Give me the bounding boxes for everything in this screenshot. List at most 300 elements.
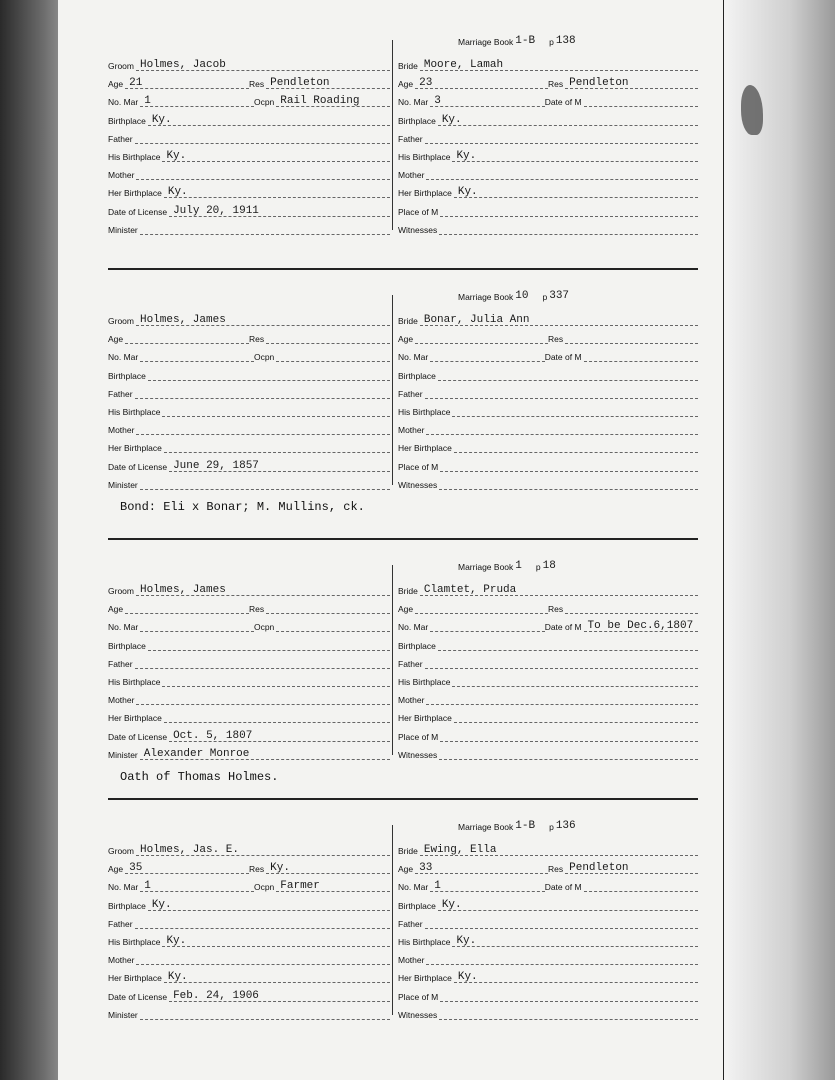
field-row	[398, 472, 698, 490]
field-line	[425, 919, 698, 929]
field-row	[108, 344, 390, 362]
field-row	[398, 596, 698, 614]
field-row	[398, 947, 698, 965]
field-line	[438, 641, 698, 651]
field-line	[439, 1010, 698, 1020]
field-line	[454, 713, 698, 723]
record-page	[58, 0, 724, 1080]
field-line	[148, 641, 390, 651]
field-label: No. Mar	[108, 882, 139, 893]
field-row	[398, 108, 698, 126]
field-row	[108, 108, 390, 126]
field-line	[420, 846, 698, 856]
field-label: Her Birthplace	[398, 188, 452, 199]
field-line	[169, 989, 390, 1002]
field-row	[108, 965, 390, 983]
field-row	[108, 417, 390, 435]
field-row	[108, 363, 390, 381]
field-line	[136, 61, 390, 71]
field-line	[438, 113, 698, 126]
marriage-book-ref	[458, 292, 569, 304]
field-line	[439, 750, 698, 760]
groom-value: Holmes, Jacob	[139, 59, 226, 71]
field-row	[108, 399, 390, 417]
field-line	[438, 371, 698, 381]
field-label: Minister	[108, 749, 138, 760]
bride-his-birthplace-value: Ky.	[456, 150, 477, 162]
scan-right-margin	[723, 0, 835, 1080]
field-label: Minister	[108, 1009, 138, 1020]
field-row	[398, 614, 698, 632]
field-row	[398, 669, 698, 687]
field-row	[398, 217, 698, 235]
field-row	[398, 399, 698, 417]
field-row	[398, 144, 698, 162]
field-line	[162, 152, 390, 162]
field-row	[398, 633, 698, 651]
field-label: Groom	[108, 846, 134, 856]
field-label: Age	[398, 604, 414, 615]
card-divider	[108, 268, 698, 270]
field-line	[440, 207, 698, 217]
column-divider	[392, 565, 393, 755]
column-divider	[392, 825, 393, 1015]
field-line	[439, 480, 698, 490]
field-label: Bride	[398, 316, 418, 326]
field-line	[415, 79, 548, 89]
field-row	[108, 838, 390, 856]
field-row	[108, 633, 390, 651]
field-line	[140, 97, 254, 107]
field-line	[169, 459, 390, 472]
book-number: 1	[515, 560, 522, 572]
field-line	[266, 864, 390, 874]
field-label: Ocpn	[253, 622, 275, 633]
field-line	[565, 604, 698, 614]
page-label: p	[542, 292, 548, 302]
field-label: His Birthplace	[398, 407, 451, 417]
marriage-book-ref	[458, 37, 576, 49]
field-label: No. Mar	[108, 622, 139, 633]
field-line	[136, 846, 390, 856]
field-row	[398, 705, 698, 723]
field-line	[266, 604, 390, 614]
field-label: Her Birthplace	[108, 713, 162, 724]
field-label: Place of M	[398, 731, 439, 742]
bride-her-birthplace-value: Ky.	[457, 971, 478, 984]
field-line	[430, 882, 544, 892]
field-row	[108, 984, 390, 1002]
field-line	[584, 882, 698, 892]
field-line	[125, 334, 249, 344]
field-label: Her Birthplace	[108, 188, 162, 199]
field-label: Her Birthplace	[398, 973, 452, 984]
field-row	[398, 53, 698, 71]
field-label: Father	[108, 918, 133, 929]
field-label: Father	[398, 658, 423, 669]
marriage-book-ref	[458, 822, 576, 834]
field-label: Date of M	[544, 97, 582, 108]
field-line	[276, 97, 390, 107]
field-line	[162, 677, 390, 687]
field-row	[108, 669, 390, 687]
field-line	[276, 622, 390, 632]
field-line	[162, 407, 390, 417]
field-line	[565, 334, 698, 344]
date-of-license-value: July 20, 1911	[173, 204, 259, 217]
bride-value: Ewing, Ella	[423, 844, 497, 856]
field-label: Witnesses	[398, 479, 438, 490]
field-label: Ocpn	[253, 352, 275, 363]
field-line	[415, 334, 548, 344]
field-label: Age	[398, 334, 414, 345]
field-label: Res	[249, 334, 265, 345]
field-row	[398, 893, 698, 911]
field-label: Date of M	[544, 352, 582, 363]
her-birthplace-value: Ky.	[167, 971, 188, 984]
field-label: Bride	[398, 61, 418, 71]
field-label: Birthplace	[108, 115, 146, 126]
field-label: Groom	[108, 61, 134, 71]
field-row	[108, 217, 390, 235]
field-line	[452, 937, 698, 947]
field-row	[108, 578, 390, 596]
field-line	[135, 659, 390, 669]
field-row	[398, 578, 698, 596]
field-line	[140, 225, 390, 235]
bride-his-birthplace-value: Ky.	[456, 935, 477, 947]
field-label: Mother	[398, 425, 425, 436]
field-line	[440, 992, 698, 1002]
field-label: Res	[548, 604, 564, 615]
field-row	[398, 984, 698, 1002]
field-row	[398, 651, 698, 669]
field-line	[136, 586, 390, 596]
field-label: Minister	[108, 479, 138, 490]
field-label: No. Mar	[108, 352, 139, 363]
field-label: Father	[398, 918, 423, 929]
field-line	[565, 79, 698, 89]
field-label: His Birthplace	[108, 677, 161, 687]
field-line	[440, 462, 698, 472]
field-label: Birthplace	[398, 640, 436, 651]
res-value: Pendleton	[270, 77, 330, 90]
field-line	[140, 1010, 390, 1020]
field-line	[430, 352, 544, 362]
field-label: Father	[398, 133, 423, 144]
marriage-book-label: Marriage Book	[458, 292, 514, 302]
field-line	[420, 61, 698, 71]
field-line	[426, 425, 698, 435]
page-label: p	[535, 562, 541, 572]
field-row	[108, 435, 390, 453]
field-label: Mother	[108, 425, 135, 436]
field-label: Father	[108, 388, 133, 399]
field-label: Birthplace	[398, 370, 436, 381]
field-label: Witnesses	[398, 749, 438, 760]
field-row	[398, 126, 698, 144]
field-line	[140, 480, 390, 490]
field-line	[164, 713, 390, 723]
field-row	[108, 911, 390, 929]
field-line	[135, 389, 390, 399]
field-row	[398, 929, 698, 947]
field-row	[398, 687, 698, 705]
field-label: Ocpn	[253, 97, 275, 108]
minister-value: Alexander Monroe	[143, 747, 250, 760]
field-row	[398, 742, 698, 760]
date-of-license-value: June 29, 1857	[173, 459, 259, 472]
field-line	[415, 864, 548, 874]
field-line	[454, 973, 698, 983]
bride-no-mar-value: 3	[434, 95, 441, 108]
page-label: p	[549, 37, 554, 47]
field-label: Date of License	[108, 731, 168, 742]
field-row	[108, 742, 390, 760]
date-of-license-value: Feb. 24, 1906	[173, 989, 259, 1002]
field-label: Date of License	[108, 991, 168, 1002]
bride-value: Clamtet, Pruda	[423, 584, 517, 596]
field-label: Her Birthplace	[108, 973, 162, 984]
field-label: Mother	[398, 955, 425, 966]
field-line	[140, 622, 254, 632]
field-line	[276, 882, 390, 892]
field-label: Witnesses	[398, 224, 438, 235]
field-row	[398, 344, 698, 362]
field-row	[398, 326, 698, 344]
record-note: Bond: Eli x Bonar; M. Mullins, ck.	[120, 500, 365, 514]
field-row	[398, 71, 698, 89]
field-row	[108, 705, 390, 723]
field-row	[108, 874, 390, 892]
field-label: Age	[108, 79, 124, 90]
field-label: Groom	[108, 586, 134, 596]
field-label: Date of License	[108, 461, 168, 472]
field-label: Ocpn	[253, 882, 275, 893]
no-mar-value: 1	[144, 95, 151, 108]
field-row	[108, 89, 390, 107]
bride-res-value: Pendleton	[569, 77, 629, 90]
field-label: Her Birthplace	[108, 443, 162, 454]
field-row	[108, 856, 390, 874]
field-label: Mother	[398, 695, 425, 706]
book-number: 10	[515, 290, 529, 302]
field-label: Place of M	[398, 991, 439, 1002]
field-label: His Birthplace	[398, 937, 451, 947]
date-of-m-value: To be Dec.6,1807	[587, 620, 694, 633]
marriage-book-label: Marriage Book	[458, 822, 514, 832]
field-label: His Birthplace	[398, 677, 451, 687]
field-row	[398, 724, 698, 742]
field-row	[398, 199, 698, 217]
field-label: His Birthplace	[108, 152, 161, 162]
bride-birthplace-value: Ky.	[441, 113, 462, 126]
her-birthplace-value: Ky.	[167, 186, 188, 199]
field-line	[266, 79, 390, 89]
field-line	[136, 955, 390, 965]
field-label: Age	[108, 334, 124, 345]
book-number: 1-B	[515, 820, 536, 832]
bride-no-mar-value: 1	[434, 880, 441, 893]
field-label: Date of M	[544, 882, 582, 893]
card-divider	[108, 538, 698, 540]
field-label: Res	[249, 864, 265, 875]
field-line	[584, 352, 698, 362]
card-divider	[108, 798, 698, 800]
field-row	[398, 162, 698, 180]
field-label: Father	[108, 133, 133, 144]
field-label: Place of M	[398, 206, 439, 217]
field-label: Age	[108, 864, 124, 875]
bride-res-value: Pendleton	[569, 862, 629, 875]
field-row	[108, 454, 390, 472]
field-row	[108, 308, 390, 326]
book-number: 1-B	[515, 35, 536, 47]
birthplace-value: Ky.	[151, 898, 172, 911]
field-row	[398, 435, 698, 453]
bride-value: Moore, Lamah	[423, 59, 504, 71]
field-row	[108, 71, 390, 89]
field-line	[276, 352, 390, 362]
field-row	[108, 614, 390, 632]
field-line	[565, 864, 698, 874]
field-line	[148, 113, 390, 126]
field-line	[584, 97, 698, 107]
field-line	[169, 729, 390, 742]
field-label: No. Mar	[108, 97, 139, 108]
field-line	[140, 747, 390, 760]
no-mar-value: 1	[144, 880, 151, 893]
age-value: 35	[129, 862, 143, 875]
field-line	[164, 443, 390, 453]
field-row	[398, 417, 698, 435]
field-label: Her Birthplace	[398, 443, 452, 454]
field-line	[136, 695, 390, 705]
field-line	[415, 604, 548, 614]
field-line	[266, 334, 390, 344]
field-line	[136, 170, 390, 180]
field-row	[398, 363, 698, 381]
field-label: Res	[548, 864, 564, 875]
field-label: No. Mar	[398, 882, 429, 893]
groom-value: Holmes, James	[139, 314, 226, 326]
field-row	[108, 724, 390, 742]
his-birthplace-value: Ky.	[166, 150, 187, 162]
field-line	[452, 677, 698, 687]
field-row	[398, 965, 698, 983]
field-label: His Birthplace	[398, 152, 451, 162]
field-label: Age	[398, 864, 414, 875]
field-line	[454, 443, 698, 453]
field-line	[440, 732, 698, 742]
groom-value: Holmes, James	[139, 584, 226, 596]
field-line	[426, 695, 698, 705]
field-label: Birthplace	[398, 115, 436, 126]
field-row	[108, 687, 390, 705]
field-row	[108, 53, 390, 71]
field-line	[125, 79, 249, 89]
page-number: 18	[542, 560, 556, 572]
res-value: Ky.	[270, 862, 290, 875]
field-label: No. Mar	[398, 97, 429, 108]
field-line	[425, 389, 698, 399]
marriage-book-label: Marriage Book	[458, 37, 514, 47]
field-label: No. Mar	[398, 352, 429, 363]
field-label: Birthplace	[108, 640, 146, 651]
field-line	[125, 864, 249, 874]
field-row	[108, 162, 390, 180]
field-label: Place of M	[398, 461, 439, 472]
field-label: Res	[249, 604, 265, 615]
bride-her-birthplace-value: Ky.	[457, 186, 478, 199]
field-row	[108, 144, 390, 162]
field-label: Mother	[108, 695, 135, 706]
field-row	[108, 126, 390, 144]
marriage-book-ref	[458, 562, 556, 574]
field-line	[454, 188, 698, 198]
field-label: Age	[398, 79, 414, 90]
bride-value: Bonar, Julia Ann	[423, 314, 530, 326]
field-row	[108, 472, 390, 490]
field-line	[430, 97, 544, 107]
field-label: Birthplace	[108, 370, 146, 381]
field-label: Mother	[108, 170, 135, 181]
field-row	[108, 1002, 390, 1020]
field-row	[398, 838, 698, 856]
field-label: Witnesses	[398, 1009, 438, 1020]
page-number: 136	[555, 820, 576, 832]
field-line	[420, 316, 698, 326]
field-label: Bride	[398, 846, 418, 856]
page-number: 138	[555, 35, 576, 47]
field-line	[425, 659, 698, 669]
field-row	[398, 1002, 698, 1020]
field-line	[438, 898, 698, 911]
field-line	[420, 586, 698, 596]
field-row	[108, 381, 390, 399]
field-label: Bride	[398, 586, 418, 596]
record-note: Oath of Thomas Holmes.	[120, 770, 279, 784]
ocpn-value: Rail Roading	[280, 95, 360, 108]
field-label: No. Mar	[398, 622, 429, 633]
field-label: Groom	[108, 316, 134, 326]
field-line	[140, 882, 254, 892]
field-row	[108, 199, 390, 217]
field-label: Father	[108, 658, 133, 669]
field-line	[452, 152, 698, 162]
field-row	[108, 651, 390, 669]
field-label: Mother	[108, 955, 135, 966]
field-line	[164, 973, 390, 983]
field-line	[135, 134, 390, 144]
birthplace-value: Ky.	[151, 113, 172, 126]
field-label: Minister	[108, 224, 138, 235]
field-row	[398, 454, 698, 472]
field-row	[108, 929, 390, 947]
field-line	[164, 188, 390, 198]
field-row	[108, 893, 390, 911]
field-line	[136, 316, 390, 326]
field-line	[452, 407, 698, 417]
field-line	[135, 919, 390, 929]
page-label: p	[549, 822, 554, 832]
field-row	[108, 596, 390, 614]
field-label: Her Birthplace	[398, 713, 452, 724]
field-row	[398, 308, 698, 326]
field-line	[426, 955, 698, 965]
field-line	[148, 371, 390, 381]
field-label: Birthplace	[398, 900, 436, 911]
